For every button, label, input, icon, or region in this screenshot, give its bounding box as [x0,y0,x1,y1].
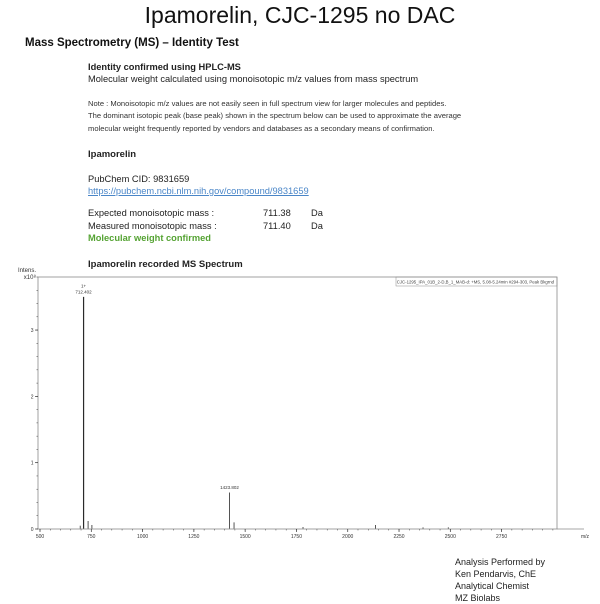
x-tick-label: 1000 [137,534,149,540]
x-tick-label: 2750 [496,534,508,540]
x-tick-label: 1500 [239,534,251,540]
footer-attribution [455,556,545,604]
y-tick-label: 3 [30,328,34,335]
x-tick-label: 2000 [342,534,354,540]
mass-row-value: 711.38 [263,208,291,218]
mass-row-label: Expected monoisotopic mass : [88,208,215,218]
note-line: The dominant isotopic peak (base peak) shown in the spectrum below can be used to approximate the average [88,111,462,121]
mass-row-unit: Da [311,208,323,218]
page-title: Ipamorelin, CJC-1295 no DAC [144,2,456,28]
peak-charge-label: 1+ [81,283,87,289]
note-line: molecular weight frequently reported by vendors and databases as a secondary means of confirmation. [88,123,435,133]
compound-name: Ipamorelin [88,149,137,160]
peak-mz-label: 1423.802 [220,485,239,491]
y-axis-exponent: x10⁸ [23,275,36,281]
table-row [88,220,323,233]
x-tick-label: 500 [35,534,45,540]
table-row [88,207,323,220]
x-tick-label: 1750 [290,534,303,540]
note-paragraph [88,98,461,135]
plot-frame [38,277,557,529]
acquisition-header-text: CJC-1295_IPA_01B_2-D,B_1_MAB-d: +MS, 5.08-5.24min #294-303, Peak Bkgrnd [396,279,554,285]
pubchem-link[interactable]: https://pubchem.ncbi.nlm.nih.gov/compound/9831659 [88,186,309,196]
y-tick-label: 0 [30,527,34,533]
note-line: Note : Monoisotopic m/z values are not easily seen in full spectrum view for larger molecules and peptides. [88,99,447,108]
spectrum-heading: Ipamorelin recorded MS Spectrum [88,259,243,270]
pubchem-cid: PubChem CID: 9831659 [88,174,190,184]
method-subtext: Molecular weight calculated using monoisotopic m/z values from mass spectrum [88,74,419,84]
x-axis-label: m/z [581,534,590,540]
x-tick-label: 750 [87,534,96,540]
mass-row-unit: Da [311,221,323,231]
footer-line: Ken Pendarvis, ChE [455,569,537,579]
footer-line: Analytical Chemist [455,581,530,591]
ms-spectrum-chart [0,262,600,547]
y-tick-label: 2 [30,394,34,401]
mass-row-label: Measured monoisotopic mass : [88,221,217,231]
y-axis-label: Intens. [17,268,36,274]
x-tick-label: 1250 [188,534,200,540]
footer-line: Analysis Performed by [455,557,546,567]
section-heading: Mass Spectrometry (MS) – Identity Test [25,37,239,49]
mass-row-value: 711.40 [263,221,291,231]
mass-table [88,207,323,233]
confirmation-status: Molecular weight confirmed [88,233,211,243]
x-tick-label: 2500 [444,534,456,540]
peak-mz-label: 712.402 [75,289,92,295]
method-heading: Identity confirmed using HPLC-MS [88,62,241,72]
footer-line: MZ Biolabs [455,593,501,603]
y-tick-label: 1 [30,460,34,467]
x-tick-label: 2250 [393,534,405,540]
